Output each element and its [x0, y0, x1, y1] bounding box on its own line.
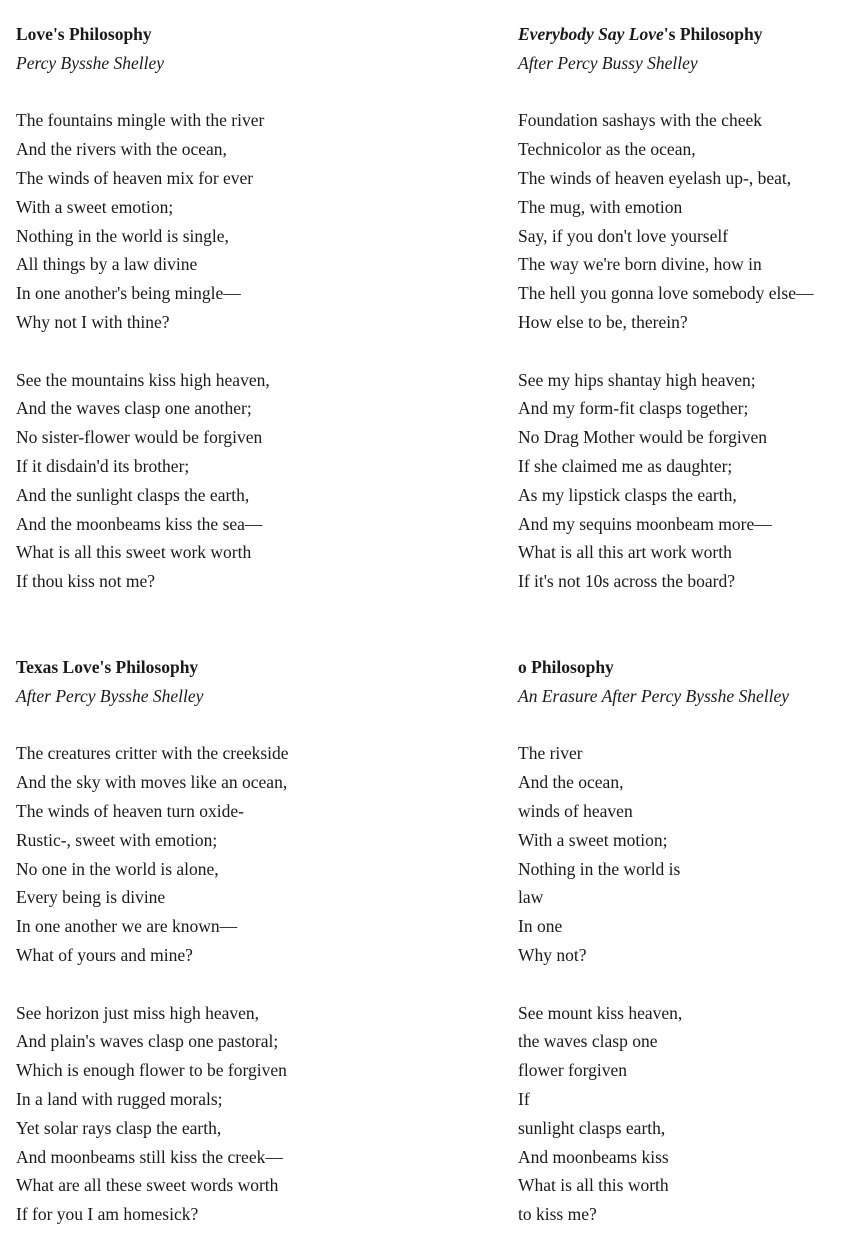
poem-line: Why not I with thine? — [16, 311, 170, 332]
poem-line: The winds of heaven turn oxide- — [16, 800, 244, 821]
poem-line: As my lipstick clasps the earth, — [518, 484, 737, 505]
poem-line: And the rivers with the ocean, — [16, 139, 227, 160]
poem-title — [16, 653, 356, 682]
poem-line: Which is enough flower to be forgiven — [16, 1060, 287, 1081]
poem-line: Foundation sashays with the cheek — [518, 110, 762, 131]
stanza — [16, 366, 356, 596]
poem-line: And my form-fit clasps together; — [518, 398, 749, 419]
poem-line: flower forgiven — [518, 1060, 628, 1081]
poem-line: What of yours and mine? — [16, 944, 193, 965]
poem-subtitle: An Erasure After Percy Bysshe Shelley — [518, 685, 790, 706]
poem-subtitle: After Percy Bysshe Shelley — [16, 685, 204, 706]
poem-line: And the waves clasp one another; — [16, 398, 252, 419]
poem-line: Nothing in the world is single, — [16, 225, 229, 246]
poem-line: And moonbeams still kiss the creek— — [16, 1146, 283, 1167]
poem-line: The winds of heaven eyelash up-, beat, — [518, 167, 792, 188]
poem-line: No sister-flower would be forgiven — [16, 427, 263, 448]
poem-line: In one — [518, 916, 563, 937]
poem-line: In one another we are known— — [16, 916, 238, 937]
poem-line: If — [518, 1088, 530, 1109]
poem-line: No one in the world is alone, — [16, 858, 219, 879]
stanza — [16, 106, 356, 336]
poem-line: The way we're born divine, how in — [518, 254, 762, 275]
poem-title-text: Texas Love's Philosophy — [16, 657, 199, 677]
stanza — [518, 739, 858, 969]
poem-line: Every being is divine — [16, 887, 166, 908]
poem-line: How else to be, therein? — [518, 311, 688, 332]
poem-line: The creatures critter with the creekside — [16, 743, 289, 764]
poem-line: winds of heaven — [518, 800, 633, 821]
poem-body — [518, 739, 858, 1229]
poem-line: the waves clasp one — [518, 1031, 658, 1052]
poem-line: What is all this worth — [518, 1175, 669, 1196]
poem-line: to kiss me? — [518, 1204, 597, 1225]
poem-line: All things by a law divine — [16, 254, 198, 275]
poem-body — [16, 739, 356, 1229]
poem-line: The river — [518, 743, 583, 764]
poem-line: If she claimed me as daughter; — [518, 455, 733, 476]
poem-line: In a land with rugged morals; — [16, 1088, 223, 1109]
poem-line: No Drag Mother would be forgiven — [518, 427, 767, 448]
poem-line: Rustic-, sweet with emotion; — [16, 829, 218, 850]
poem-title-text: Love's Philosophy — [16, 24, 152, 44]
poem-line: What is all this art work worth — [518, 542, 732, 563]
poem-line: Say, if you don't love yourself — [518, 225, 729, 246]
poem-title-text: 's Philosophy — [663, 24, 763, 44]
stanza — [518, 366, 858, 596]
poem-line: See the mountains kiss high heaven, — [16, 369, 270, 390]
poem-texas-loves-philosophy — [16, 653, 356, 1229]
poem-line: And the sunlight clasps the earth, — [16, 484, 250, 505]
poem-title — [518, 20, 858, 49]
poem-line: Why not? — [518, 944, 587, 965]
poem-line: And the ocean, — [518, 772, 624, 793]
stanza — [16, 739, 356, 969]
poem-line: The fountains mingle with the river — [16, 110, 265, 131]
poem-line: With a sweet emotion; — [16, 196, 174, 217]
poem-title — [16, 20, 356, 49]
poem-title — [518, 653, 858, 682]
poem-line: In one another's being mingle— — [16, 283, 241, 304]
poem-subtitle: Percy Bysshe Shelley — [16, 52, 165, 73]
poem-line: If it's not 10s across the board? — [518, 571, 735, 592]
poem-line: sunlight clasps earth, — [518, 1117, 666, 1138]
poem-body — [518, 106, 858, 596]
poem-line: The mug, with emotion — [518, 196, 683, 217]
poem-o-philosophy — [518, 653, 858, 1229]
poem-body — [16, 106, 356, 596]
poem-line: And my sequins moonbeam more— — [518, 513, 772, 534]
poem-line: What are all these sweet words worth — [16, 1175, 279, 1196]
poem-line: And plain's waves clasp one pastoral; — [16, 1031, 279, 1052]
poem-line: And the sky with moves like an ocean, — [16, 772, 288, 793]
poem-title-italic: Everybody Say Love — [518, 24, 664, 44]
stanza — [518, 106, 858, 336]
poem-line: And the moonbeams kiss the sea— — [16, 513, 263, 534]
poem-line: What is all this sweet work worth — [16, 542, 252, 563]
poem-line: If it disdain'd its brother; — [16, 455, 190, 476]
poem-loves-philosophy — [16, 20, 356, 596]
poem-line: Yet solar rays clasp the earth, — [16, 1117, 222, 1138]
stanza — [16, 999, 356, 1229]
poem-line: See my hips shantay high heaven; — [518, 369, 756, 390]
poem-line: See mount kiss heaven, — [518, 1002, 683, 1023]
stanza — [518, 999, 858, 1229]
poem-line: Nothing in the world is — [518, 858, 681, 879]
poem-line: The hell you gonna love somebody else— — [518, 283, 814, 304]
poem-line: See horizon just miss high heaven, — [16, 1002, 260, 1023]
poem-title-text: o Philosophy — [518, 657, 614, 677]
poem-line: With a sweet motion; — [518, 829, 668, 850]
poem-line: Technicolor as the ocean, — [518, 139, 696, 160]
poem-line: The winds of heaven mix for ever — [16, 167, 254, 188]
poem-line: law — [518, 887, 544, 908]
poem-line: And moonbeams kiss — [518, 1146, 669, 1167]
poem-subtitle: After Percy Bussy Shelley — [518, 52, 698, 73]
poem-everybody-say-love — [518, 20, 858, 596]
poem-line: If thou kiss not me? — [16, 571, 156, 592]
poem-line: If for you I am homesick? — [16, 1204, 199, 1225]
